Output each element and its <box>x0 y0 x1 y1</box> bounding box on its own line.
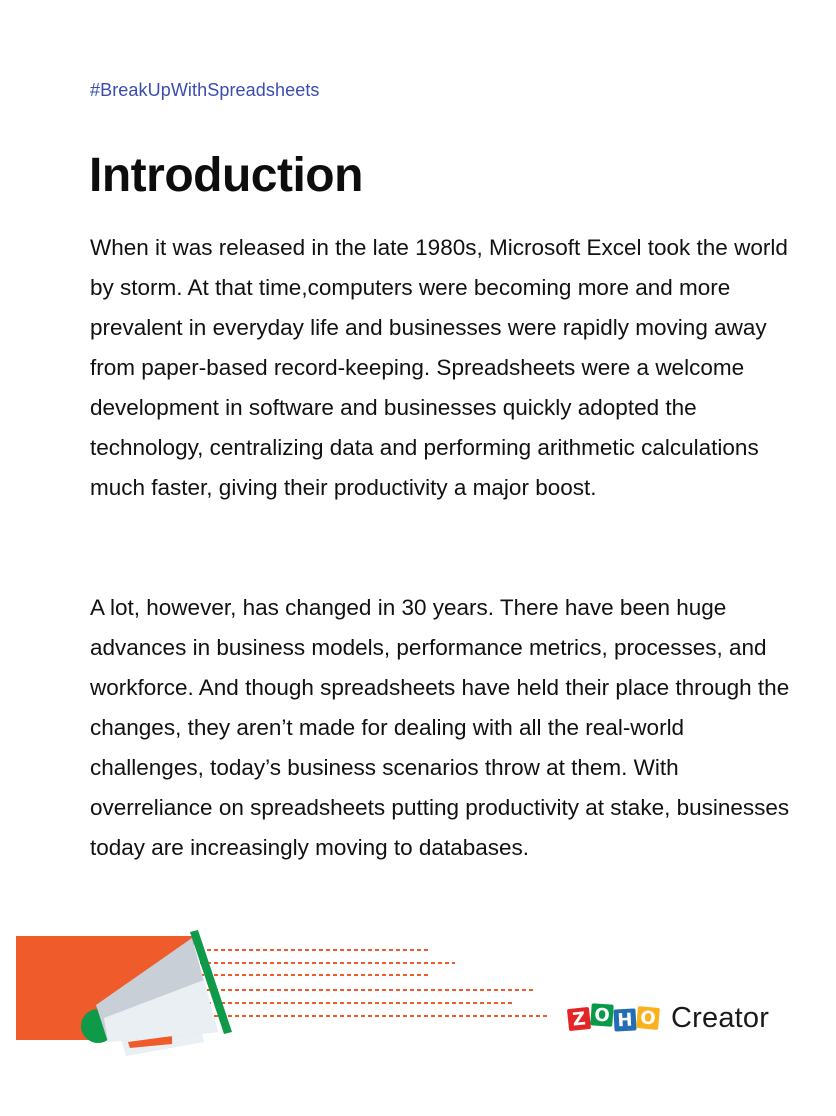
page-title: Introduction <box>89 149 363 202</box>
megaphone-graphic <box>0 920 560 1070</box>
zoho-letter-o: O <box>590 1003 613 1026</box>
product-name: Creator <box>671 1001 770 1034</box>
paragraph-2: A lot, however, has changed in 30 years. There have been huge advances in business models, performance metrics, processes, and workforce. And though spreadsheets have held their place through the changes, they aren’t made for dealing with all the real-world challenges, today’s business scenarios throw at them. With overreliance on spreadsheets putting productivity at stake, businesses today are increasingly moving to databases. <box>90 595 790 860</box>
zoho-letter-h: H <box>613 1008 636 1031</box>
paragraph-1: When it was released in the late 1980s, Microsoft Excel took the world by storm. At that time,computers were becoming more and more prevalent in everyday life and businesses were rapidly moving away from paper-based record-keeping. Spreadsheets were a welcome development in software and businesses quickly adopted the technology, centralizing data and performing arithmetic calculations much faster, giving their productivity a major boost. <box>90 235 788 500</box>
zoho-letter-o2: O <box>636 1006 660 1030</box>
hashtag: #BreakUpWithSpreadsheets <box>90 80 320 100</box>
zoho-creator-logo <box>568 998 769 1038</box>
zoho-letter-z: Z <box>567 1007 591 1031</box>
zoho-logo <box>568 1004 659 1032</box>
speed-lines <box>200 950 548 1016</box>
